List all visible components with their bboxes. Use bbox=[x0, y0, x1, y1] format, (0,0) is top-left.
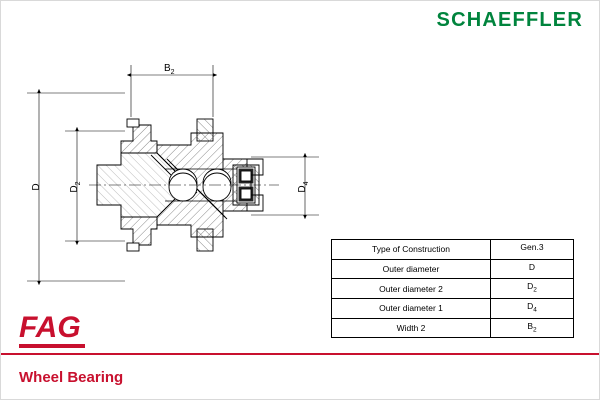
spec-value: $D_2$ bbox=[490, 279, 573, 299]
specification-table bbox=[331, 239, 574, 338]
spec-label: Outer diameter bbox=[332, 259, 491, 279]
spec-label: Outer diameter 2 bbox=[332, 279, 491, 299]
spec-value: $D_4$ bbox=[490, 299, 573, 319]
schaeffler-brand-logo: SCHAEFFLER bbox=[436, 9, 583, 31]
table-row bbox=[332, 279, 574, 299]
dimension-label-d: D bbox=[31, 183, 42, 191]
bearing-cross-section bbox=[89, 119, 279, 251]
spec-value: $B_2$ bbox=[490, 318, 573, 338]
spec-value: D bbox=[490, 259, 573, 279]
table-row bbox=[332, 259, 574, 279]
product-category-title: Wheel Bearing bbox=[19, 369, 124, 386]
fag-brand-logo: FAG bbox=[19, 311, 81, 344]
fag-logo-underline bbox=[19, 344, 85, 348]
spec-label: Type of Construction bbox=[332, 240, 491, 260]
table-row bbox=[332, 240, 574, 260]
spec-value: Gen.3 bbox=[490, 240, 573, 260]
spec-label: Width 2 bbox=[332, 318, 491, 338]
dimension-label-d4: $D_4$ bbox=[297, 181, 310, 193]
dimension-label-d2: $D_2$ bbox=[69, 181, 82, 193]
table-row bbox=[332, 299, 574, 319]
dimension-label-b2: $B_2$ bbox=[164, 63, 175, 76]
footer-bar bbox=[1, 353, 600, 400]
spec-label: Outer diameter 1 bbox=[332, 299, 491, 319]
table-row bbox=[332, 318, 574, 338]
